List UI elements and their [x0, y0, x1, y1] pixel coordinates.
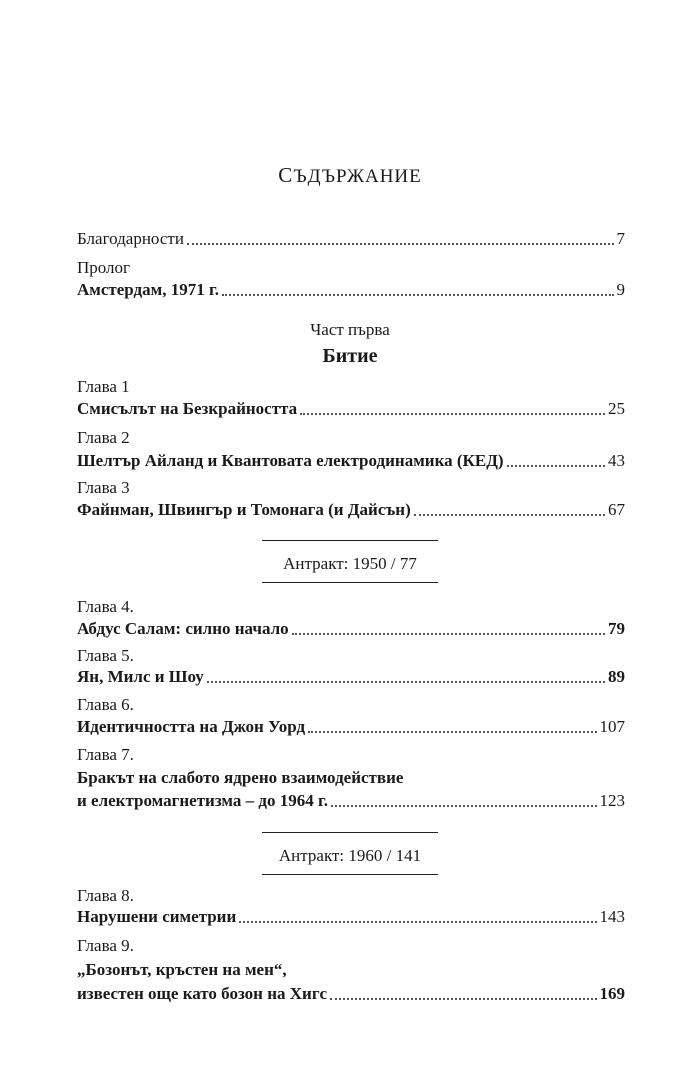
part-label: Част първа [310, 320, 390, 339]
entry-page: 169 [599, 984, 625, 1003]
entry-title: Файнман, Швингър и Томонага (и Дайсън) [77, 500, 411, 519]
entry-title: Нарушени симетрии [77, 907, 237, 926]
entry-title: известен още като бозон на Хигс [77, 984, 328, 1003]
entry-title: Шелтър Айланд и Квантовата електродинамика (КЕД) [77, 451, 504, 470]
entry-page: 89 [608, 667, 625, 686]
chapter-7-label: Глава 7. [77, 745, 134, 764]
entry-title: Идентичността на Джон Уорд [77, 717, 306, 736]
toc-entry-acknowledgments[interactable] [77, 228, 625, 250]
chapter-9-title-line-1[interactable]: „Бозонът, кръстен на мен“, [77, 960, 287, 979]
entry-page: 143 [599, 907, 625, 926]
toc-heading [0, 163, 700, 188]
intermezzo-1: Антракт: 1950 / 77 [283, 554, 417, 573]
dot-leader [292, 633, 605, 635]
entry-title: Смисълът на Безкрайността [77, 399, 298, 418]
entry-page: 43 [608, 451, 625, 470]
toc-entry-chapter-5[interactable] [77, 666, 625, 688]
prologue-label: Пролог [77, 258, 131, 277]
entry-title: и електромагнетизма – до 1964 г. [77, 791, 329, 810]
dot-leader [300, 413, 605, 415]
toc-entry-chapter-2[interactable] [77, 450, 625, 472]
chapter-4-label: Глава 4. [77, 597, 134, 616]
toc-entry-chapter-7[interactable] [77, 790, 625, 812]
intermezzo-rule-top [262, 832, 438, 833]
dot-leader [308, 731, 596, 733]
chapter-1-label: Глава 1 [77, 377, 130, 396]
dot-leader [330, 998, 596, 1000]
intermezzo-rule-bottom [262, 582, 438, 583]
toc-entry-chapter-6[interactable] [77, 716, 625, 738]
intermezzo-rule-bottom [262, 874, 438, 875]
dot-leader [222, 294, 613, 296]
entry-title: Ян, Милс и Шоу [77, 667, 204, 686]
entry-page: 7 [616, 229, 625, 248]
chapter-3-label: Глава 3 [77, 478, 130, 497]
entry-page: 67 [608, 500, 625, 519]
part-title: Битие [322, 345, 378, 367]
chapter-6-label: Глава 6. [77, 695, 134, 714]
dot-leader [414, 514, 605, 516]
entry-page: 107 [599, 717, 625, 736]
intermezzo-2: Антракт: 1960 / 141 [278, 846, 422, 865]
toc-entry-chapter-9[interactable] [77, 983, 625, 1005]
toc-heading-initial: С [278, 163, 294, 187]
entry-page: 123 [599, 791, 625, 810]
entry-page: 79 [608, 619, 625, 638]
toc-entry-chapter-4[interactable] [77, 618, 625, 640]
dot-leader [331, 805, 596, 807]
entry-title: Абдус Салам: силно начало [77, 619, 289, 638]
dot-leader [507, 465, 605, 467]
entry-title: Амстердам, 1971 г. [77, 280, 220, 299]
chapter-2-label: Глава 2 [77, 428, 130, 447]
entry-page: 9 [616, 280, 625, 299]
dot-leader [239, 921, 596, 923]
entry-page: 25 [608, 399, 625, 418]
chapter-5-label: Глава 5. [77, 646, 134, 665]
toc-entry-prologue[interactable] [77, 279, 625, 301]
chapter-8-label: Глава 8. [77, 886, 134, 905]
toc-heading-rest: ЪДЪРЖАНИЕ [293, 166, 422, 187]
chapter-7-title-line-1[interactable]: Бракът на слабото ядрено взаимодействие [77, 768, 404, 787]
entry-title: Благодарности [77, 229, 184, 248]
dot-leader [187, 243, 614, 245]
intermezzo-rule-top [262, 540, 438, 541]
chapter-9-label: Глава 9. [77, 936, 134, 955]
toc-entry-chapter-3[interactable] [77, 499, 625, 521]
toc-entry-chapter-1[interactable] [77, 398, 625, 420]
dot-leader [207, 681, 605, 683]
toc-entry-chapter-8[interactable] [77, 906, 625, 928]
